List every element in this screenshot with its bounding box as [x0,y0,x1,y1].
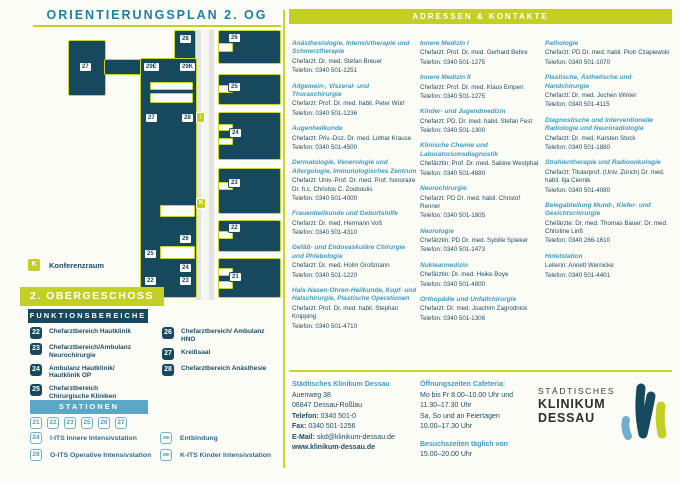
contact-entry [292,125,418,152]
station-number-badge: 29E [160,432,172,444]
phone-number: Telefon: 0340 501-4880 [420,169,486,177]
chief-physician: Chefarzt: Dr. med. Jochen Winter [545,92,637,100]
funktionsbereiche-header: FUNKTIONSBEREICHE [28,309,148,323]
phone-number: Telefon: 0340 501-1300 [420,127,486,135]
plan-courtyard [150,93,193,103]
chief-physician: Chefarzt: Dr. med. Stefan Breuer [292,57,383,65]
plan-corridor [196,30,214,300]
website [292,443,424,454]
contact-entry [420,74,540,101]
department-title: Neurologie [420,227,454,235]
chief-physician: Chefarzt: Prof. Dr. med. habil. Stephan Knipping [292,304,399,321]
contact-entry [545,117,673,153]
funktionsbereich-item [30,343,166,360]
room-number-badge: 25 [30,384,42,396]
plan-notch [218,43,233,52]
department-title: Pathologie [545,40,579,47]
stationen-badge-row [30,417,127,429]
chief-physician: Chefarzt: Prof. Dr. med. habil. Peter Würl [292,100,405,108]
contact-entry [545,253,673,280]
contact-entry [545,159,673,195]
station-label: O-ITS Operative Intensivstation [50,451,152,459]
station-item [160,449,285,461]
contact-entry [292,40,418,76]
contact-entry [545,40,673,67]
phone-number: Telefon: 0340 501-1306 [420,314,486,322]
elevator-icon: ↕ [196,112,205,123]
department-title: Strahlentherapie und Radioonkologie [545,159,661,167]
department-title: Frauenheilkunde und Geburtshilfe [292,210,398,218]
logo-line: STÄDTISCHES [538,386,616,396]
logo-line: KLINIKUM [538,397,606,412]
logo-text [538,382,615,444]
funktionsbereich-item [162,348,282,360]
department-title: Augenheilkunde [292,125,343,133]
conference-key-badge: K [28,259,40,271]
room-label: Chefarztbereich Chirurgische Kliniken [49,385,117,400]
plan-notch [218,281,233,289]
phone-number: Telefon: 0340 501-1275 [420,92,486,100]
phone-number: Telefon: 0340 501-1220 [292,271,358,279]
contacts-header: ADRESSEN & KONTAKTE [289,9,672,24]
station-item [30,432,165,444]
hospital-address [292,380,424,454]
chief-physician: Chefarzt: Univ.-Prof. Dr. med. Prof. honoraire Dr. h.c. Christos C. Zouboulis [292,177,416,193]
plan-wing-24 [218,112,281,160]
plan-room-badge: 25 [144,249,157,259]
plan-room-badge: 29E [143,62,160,72]
plan-room-badge: 23 [228,178,241,188]
funktionsbereich-item [30,364,166,381]
klinikum-logo-mark-icon [617,382,669,444]
cafeteria-hours-heading: Öffnungszeiten Cafeteria: [420,381,506,388]
hours-line: Sa, So und an Feiertagen [420,412,500,420]
phone-number: Telefon: 0340 501-1236 [292,109,358,117]
fax-line [292,422,424,433]
chief-physician: Chefarzt: Dr. med. Joachim Zagrodnick [420,305,528,313]
department-title: Nuklearmedizin [420,261,469,269]
contact-entry [545,74,673,110]
phone-number: Telefon: 0340 501-4800 [420,280,486,288]
contact-entry [292,210,418,237]
room-number-badge: 28 [162,364,174,376]
plan-room-badge: 28 [179,34,192,44]
hours-line: 10.00–17.30 Uhr [420,423,473,430]
chief-physician: Chefärztin: PD Dr. med. Sybille Spieker [420,237,528,245]
phone-number: Telefon: 0340 501-4000 [292,194,358,202]
contacts-column-2 [420,40,540,330]
chief-physician: Chefarzt: Titularprof. (Univ. Zürich) Dr. med. habil. Ilja Ciernik [545,168,665,185]
plan-room-badge: 23 [179,276,192,286]
plan-room-badge: 27 [79,62,92,72]
station-item [30,449,165,461]
room-number-badge: 27 [162,348,174,360]
opening-hours [420,380,542,461]
plan-courtyard [160,246,195,259]
room-number-badge: 24 [30,364,42,376]
plan-room-badge: 26 [228,33,241,43]
stationen-column-right [160,432,285,466]
hours-line: 11.30–17.30 Uhr [420,402,472,409]
contact-entry [292,287,418,331]
contact-entry [292,244,418,280]
contact-entry [420,142,540,178]
chief-physician: Chefarzt: Dr. med. Holm Großmann [292,262,390,270]
fax-label: Fax: [292,423,307,430]
plan-block-connector [104,59,142,75]
department-title: Dermatologie, Venerologie und Allergologie, Immunologisches Zentrum [292,159,417,175]
phone-label: Telefon: [292,412,319,420]
department-title: Belegabteilung Mund-, Kiefer- und Gesichtschirurgie [545,201,651,218]
department-title: Orthopädie und Unfallchirurgie [420,295,517,303]
plan-room-badge: 22 [144,276,157,286]
stationen-column-left [30,432,165,466]
department-title: Innere Medizin I [420,40,469,47]
plan-room-badge: 21 [229,272,242,282]
contact-entry [420,40,540,67]
plan-room-badge: 25 [228,82,241,92]
station-label: I-ITS Innere Intensivstation [50,434,137,442]
station-number-badge: 27 [115,417,127,429]
funktionsbereiche-column-left [30,327,166,405]
title-divider [33,25,281,27]
room-label: Chefarztbereich/Ambulanz Neurochirurgie [49,344,131,359]
phone-line [292,412,424,423]
contact-entry [420,296,540,323]
room-label: Kreißsaal [181,348,211,356]
plan-wing-21 [218,258,281,298]
fax-value: 0340 501-1256 [306,423,356,430]
department-title: Diagnostische und Interventionelle Radiologie und Neuroradiologie [545,116,653,133]
room-number-badge: 23 [30,343,42,355]
room-label: Chefarztbereich Anästhesie [181,364,267,372]
plan-room-badge: 26 [179,234,192,244]
station-label: Entbindung [180,434,218,442]
department-title: Anästhesiologie, Intensivtherapie und Schmerztherapie [292,40,410,56]
plan-wing-23 [218,168,281,214]
room-label: Ambulanz Hautklinik/ Hautklinik OP [49,364,115,380]
department-title: Allgemein-, Viszeral- und Thoraxchirurgie [292,82,370,99]
chief-physician: Chefarzt: Prof. Dr. med. Gerhard Behre [420,49,528,57]
department-title: Neurochirurgie [420,185,467,193]
funktionsbereich-item [162,364,282,376]
phone-number: Telefon: 0340 501-4115 [545,101,610,109]
contact-entry [420,185,540,221]
hospital-name: Städtisches Klinikum Dessau [292,381,390,388]
phone-number: Telefon: 0340 501-1070 [545,58,611,66]
department-title: Innere Medizin II [420,74,471,82]
chief-physician: Chefarzt: Priv.-Doz. Dr. med. Lothar Krause [292,134,412,142]
visiting-hours-heading: Besuchszeiten täglich von [420,440,508,448]
klinikum-logo [538,382,669,444]
plan-room-badge: 22 [228,223,241,233]
chief-physician: Chefarzt: PD Dr. med. habil. Piotr Czapiewski [545,49,670,57]
room-number-badge: 26 [162,327,174,339]
phone-number: Telefon: 0340 501-1805 [420,212,486,220]
department-title: Gefäß- und Endovaskuläre Chirurgie und Phlebologie [292,244,406,260]
station-label: K-ITS Kinder Intensivstation [180,451,272,459]
chief-physician: Chefarzt: Prof. Dr. med. Klaus Empen [420,83,524,91]
phone-number: Telefon: 0340 266-1610 [545,237,611,245]
department-title: Hotelstation [545,252,583,260]
phone-number: Telefon: 0340 501-1880 [545,143,611,151]
phone-number: Telefon: 0340 501-1473 [420,246,486,254]
department-title: Hals-Nasen-Ohren-Heilkunde, Kopf- und Halschirurgie, Plastische Operationen [292,287,417,303]
plan-room-badge: 24 [229,128,242,138]
plan-courtyard [150,82,193,90]
station-number-badge: 21 [30,417,42,429]
funktionsbereich-item [162,327,282,344]
phone-number: Telefon: 0340 501-1275 [420,58,486,66]
page-title: ORIENTIERUNGSPLAN 2. OG [46,8,268,22]
station-number-badge: 25 [81,417,93,429]
chief-physician: Chefärzte: Dr. med. Thomas Bauer; Dr. med. Christine Linß [545,219,668,236]
plan-room-badge: 28 [181,113,194,123]
phone-number: Telefon: 0340 501-4310 [292,229,358,237]
stationen-header: STATIONEN [30,400,148,414]
room-label: Chefarztbereich/ Ambulanz HNO [181,328,265,343]
chief-physician: Chefärztin: Dr. med. Heike Boye [420,271,509,279]
email-label: E-Mail: [292,433,315,441]
email-line [292,433,424,444]
contact-entry [292,83,418,119]
station-number-badge: 24 [30,432,42,444]
footer-divider [289,370,672,372]
phone-number: Telefon: 0340 501-1251 [292,67,358,75]
contact-entry [292,159,418,203]
phone-number: Telefon: 0340 501-4710 [292,322,358,330]
chief-physician: Chefärztin: Prof. Dr. med. Sabine Westphal [420,160,539,168]
station-item [160,432,285,444]
hours-line: 15.00–20.00 Uhr [420,451,473,458]
conference-key-label: Konferenzraum [49,260,105,270]
logo-line: DESSAU [538,411,595,426]
contacts-column-3 [545,40,673,287]
plan-room-badge: 29K [179,62,196,72]
department-title: Klinische Chemie und Laboratoriumsdiagnostik [420,142,499,158]
city: 06847 Dessau-Roßlau [292,402,363,409]
website-url: www.klinikum-dessau.de [292,444,375,451]
funktionsbereich-item [30,327,166,339]
contacts-column-1 [292,40,418,338]
contact-entry [545,202,673,246]
station-number-badge: 29K [160,449,172,461]
plan-room-badge: 24 [179,263,192,273]
station-number-badge: 28 [30,449,42,461]
funktionsbereich-item [30,384,166,401]
phone-number: Telefon: 0340 501-4401 [545,271,611,279]
funktionsbereiche-column-right [162,327,282,380]
chief-physician: Chefarzt: PD. Dr. med. habil. Stefan Fest [420,117,533,125]
station-number-badge: 26 [98,417,110,429]
chief-physician: Chefarzt: PD Dr. med. habil. Christof Renner [420,194,521,210]
street: Auenweg 38 [292,391,331,399]
department-title: Plastische, Ästhetische und Handchirurgie [545,74,632,90]
hours-line: Mo bis Fr 8.00–10.00 Uhr und [420,391,513,399]
department-title: Kinder- und Jugendmedizin [420,108,506,116]
chief-physician: Chefarzt: Dr. med. Hermann Voß [292,219,383,227]
contact-entry [420,262,540,289]
vertical-divider [283,10,285,468]
plan-conference-badge: K [196,198,206,209]
phone-value: 0340 501-0 [318,412,357,420]
room-label: Chefarztbereich Hautklinik [49,328,131,335]
floor-label: 2. OBERGESCHOSS [20,287,164,306]
email-value: skd@klinikum-dessau.de [314,433,395,441]
chief-physician: Leiterin: Annett Wernicke [545,262,614,270]
contact-entry [420,108,540,135]
contact-entry [420,228,540,255]
room-number-badge: 22 [30,327,42,339]
station-number-badge: 22 [47,417,59,429]
phone-number: Telefon: 0340 501-4500 [292,143,358,151]
phone-number: Telefon: 0340 501-4080 [545,186,611,194]
plan-courtyard [160,205,195,217]
plan-notch [218,138,233,145]
plan-room-badge: 27 [145,113,158,123]
chief-physician: Chefarzt: Dr. med. Karsten Stock [545,134,636,142]
station-number-badge: 23 [64,417,76,429]
conference-legend [28,259,104,271]
